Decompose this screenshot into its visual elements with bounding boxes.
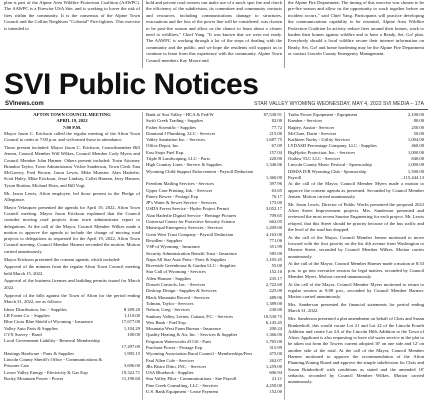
bill-amount: 215.00 — [269, 130, 282, 136]
bill-amount: 489.96 — [269, 294, 282, 300]
bill-vendor: Upper Case Printing, Ink. - Services — [146, 187, 213, 193]
bill-vendor: Bank of Star Valley - HCA & Fed/W — [146, 112, 214, 117]
notice-paragraph: At the call of the Mayor, Council Member Harmer made a motion at 8:33 p.m. to go into executive session for legal matters, seconded by Council Member Myers. Motion carried unanimously. — [288, 261, 424, 279]
bill-amount: 1,765.00 — [265, 338, 282, 344]
bill-vendor: Fisher Scientific - Supplies — [146, 124, 196, 130]
notice-paragraphs — [4, 131, 140, 305]
bill-amount: 21.11 — [271, 376, 282, 382]
bill-amount: 709.65 — [269, 212, 282, 218]
bill-amount: 1,687.75 — [265, 137, 282, 143]
notice-paragraph: Approval of the business licenses and building permits issued for March 2022. — [4, 278, 140, 290]
bill-amount: 175.00 — [269, 200, 282, 206]
bill-vendor: BigHydro Protection, Inc. - Services — [288, 149, 356, 155]
bill-vendor: Municipal Emergency Services - Services — [146, 225, 223, 231]
bill-vendor: Outlaw TLC LLC - Services — [288, 156, 341, 162]
bill-amount: 662.05 — [269, 219, 282, 225]
article-column-3 — [288, 0, 424, 58]
bill-vendor: CVX Survey - Bond — [4, 331, 42, 337]
bill-vendor: Quality Heating & Air, Inc. - Services & Supplies — [146, 332, 238, 338]
bill-amount: 585.00 — [269, 250, 282, 256]
bill-vendor: JP's Water & Sewer Service - Services — [146, 200, 217, 206]
article-text: was chosen to be post-fire season and allow us the chance to learn about a clearer need to wildfires," Chief Yang. "It was known that we were not ready. The AAWPC is working through a lot of the steps of dealing with the community and the public, and we hope the residents will support us to continue to learn from this experience with the community. Alpine Town Council members Kay Moore and — [146, 19, 282, 63]
notice-paragraph: Approval of the minutes from the regular Afton Town Council meeting held March 15, 2022. — [4, 264, 140, 276]
issue-line: STAR VALLEY WYOMING WEDNESDAY, MAY 4, 2022 SVI MEDIA – 17A — [254, 101, 424, 107]
bill-amount: 17,677.00 — [121, 319, 140, 325]
site-url[interactable]: SVInews.com — [5, 101, 44, 107]
bill-amount: $ 209.20 — [123, 306, 140, 312]
bill-vendor: Tolman, Taylor - Services — [146, 300, 194, 306]
bill-amount: 606.94 — [269, 370, 282, 376]
bill-vendor: Idexx Distribution, Inc. - Supplies — [4, 306, 67, 312]
bill-vendor: Black Mountain Record - Services — [146, 294, 210, 300]
bill-vendor: Kamber - Services — [288, 118, 323, 124]
bill-vendor: JRs Bistro Ditto, INC. - Services — [146, 363, 207, 369]
bill-vendor: Allen Hanson - Supplies — [146, 275, 192, 281]
column-rule — [142, 0, 143, 68]
notice-paragraph: At the call of the Mayor, Council Member Jensen motioned to move forward with the first priority on the list 4th avenue from Washington to Monroe Street, seconded by Council Member Wilkes. Motion carries unanimously. — [288, 234, 424, 259]
bill-amount: 1,104.29 — [123, 325, 140, 331]
bill-amount: 100.00 — [127, 331, 140, 337]
bill-vendor: Wex Bank - Fuel Exp. — [146, 319, 187, 325]
bill-vendor: Kathleen Norby - Utility Services — [288, 137, 350, 143]
bill-vendor: Rocky Mountain Power - Power — [4, 375, 64, 381]
bill-amount: 4,163.00 — [265, 231, 282, 237]
bill-amount: 77.72 — [271, 124, 282, 130]
section-title: SVI Public Notices — [4, 68, 259, 101]
notice-heading: AFTON TOWN COUNCIL MEETING — [33, 112, 111, 117]
continued-article — [0, 0, 428, 68]
notice-paragraph: At the call of the Mayor, Council Member Myers made a motion to approve the consent agenda as presented. Seconded by Council Member Jensen. Motion carried unanimously. — [288, 181, 424, 199]
bill-amount: 1,259.00 — [265, 363, 282, 369]
bill-amount: 1,004.00 — [407, 137, 424, 143]
bill-vendor: Wyoming Association Rural Council - Memberships/Fees — [146, 351, 253, 357]
bill-vendor: Star Call of Wyoming - Services — [146, 269, 206, 275]
bill-amount: 351.99 — [269, 244, 282, 250]
bill-amount: 6,145.45 — [265, 319, 282, 325]
notice-time: 7:00 P.M. — [62, 124, 82, 130]
notice-paragraph: Mr. Jason Lewis, Director of Public Works presented the proposed 2022 Afton Street Improvement projects. Mrs. Sanderson presented and reviewed the most recent Sunrise Engineering for each project. Mr. Lewis relayed, that this Street should be priority because of the bus traffic and the level of the road has dropped. — [288, 201, 424, 232]
bill-vendor: Turbo Power Equipment - Equipment — [288, 112, 358, 117]
bill-vendor: Bowdlen - Supplies — [146, 237, 183, 243]
bill-vendor: Prisoner Care — [4, 363, 30, 369]
bill-amount: 1,110.00 — [124, 312, 140, 318]
notice-date: APRIL 19, 2022 — [56, 118, 88, 124]
bill-vendor: Lincoln County Music Festival - Sponsorship — [288, 162, 372, 168]
bill-vendor: Pine Creek Consulting, LLC - Services — [146, 382, 218, 388]
notice-paragraph: Mr. Jason Lewis, Afton employee, led those present in the Pledge of Allegiance. — [4, 190, 140, 202]
bill-amount: 17,297.00 — [121, 344, 140, 350]
bill-amount: 1,105.45 — [265, 256, 282, 262]
bill-vendor: Blue Cross Blue Shield of Wyoming - Insurance — [4, 319, 93, 325]
bill-amount: 3,052.17 — [265, 206, 282, 212]
notice-paragraph: Mayor Erickson presented the consent agenda, which included: — [4, 256, 121, 262]
bill-amount: 1,000.00 — [407, 149, 424, 155]
bill-amount: 1,360.00 — [265, 174, 282, 180]
bill-vendor: USDA Forest Service - Hydro Project Permit — [146, 206, 229, 212]
column-rule — [284, 112, 285, 400]
bill-vendor: McClure, Darin - Services — [288, 130, 337, 136]
bill-vendor: Valley Auto Parts & Supplies — [4, 325, 58, 331]
bill-vendor: Ferguson Waterworks #1116 - Parts — [146, 338, 212, 344]
section-masthead — [0, 68, 428, 110]
bill-vendor: Diamond J Plumbing, LLC - Services — [146, 130, 216, 136]
bill-vendor: Office Depot, Inc. — [146, 143, 180, 149]
bills-list — [146, 112, 282, 395]
bill-row — [4, 376, 140, 382]
bill-amount: 152.10 — [269, 269, 282, 275]
bill-vendor: LB Foster Co. - Supplies — [4, 312, 50, 318]
notice-paragraph: Mrs. Sanderson presented a plat amendment on behalf of Chris and Susan Brinkerhoff, this would vacate Lot 21 and Lot 22 of the Lincoln Fourth Addition and create Lot 2A of the Lincoln Hills Addition to the Town of Afton. Applicant is also requesting to have old water service in the plat to be taken out from the Towers current adopted 10' on one side and 12' on another side of the total. At the call of the Mayor, Council Member Harmer motioned to approve the recommendation of the Afton Planning/Zoning Board and approve the simple subdivision for Chris and Susan Brinkerhoff with conditions as stated and the amended 10' setbacks, seconded by Council Member Wilkes. Motion carried unanimously. — [288, 316, 424, 385]
bill-amount: 262.07 — [269, 357, 282, 363]
bill-amount: 80.00 — [413, 118, 424, 124]
bill-amount: 1,995.15 — [123, 350, 140, 356]
bill-amount: 50.00 — [413, 130, 424, 136]
notice-paragraphs — [288, 181, 424, 385]
bill-vendor: Local Government Liability - Renewal Membership — [4, 338, 100, 344]
article-text: the Alpine Fire Department. The timing of this exercise was chosen to be pre-fire season and allow us the opportunity to work together before an incident occurs," said Chief Yang. Participants will practice developing the communications capability to be essential, Alpine Area Wildfire Protection Coalition — [288, 0, 424, 31]
bill-vendor: IDSDA D/B Wyoming Club - Sponsorship — [288, 168, 367, 174]
bill-amount: 220.00 — [269, 156, 282, 162]
bill-vendor: Hastings Hardware - Parts & Supplies — [4, 350, 75, 356]
bill-vendor: Sunbury Valley, Lerner, Cattani, P.C. - Services — [146, 313, 234, 319]
bill-amount: 82.00 — [271, 118, 282, 124]
bill-amount: 1,366.00 — [265, 332, 282, 338]
notice-column-2 — [146, 112, 282, 395]
bill-vendor: Mountain West Farm Bureau - Insurance — [146, 326, 221, 332]
article-text: In activity reduce fires around their homes, work to harden their homes against wildfire and to have a Ready, Set, Go! plan. Everybody should a local wildfire secure their internet information on Ready, Set, Go! and home hardening may be the Alpine Fire Department or contact Lincoln County Emergency Management. — [288, 25, 424, 57]
bill-amount: 10,530.75 — [263, 313, 282, 319]
bill-vendor: Payroll — [288, 174, 302, 180]
notice-paragraph: Mrs. Sanderson presented the financial statements for period ending March 31, 2022. — [288, 302, 424, 314]
bill-amount: 230.00 — [269, 307, 282, 313]
bill-vendor: Valley Sanitation Inc. - Services — [146, 137, 206, 143]
bill-vendor: Napa All Star Auto Parts - Parts & Supplies — [146, 256, 227, 262]
bill-amount: 1,000.00 — [407, 162, 424, 168]
bill-amount: 315.99 — [269, 344, 282, 350]
bill-amount: 55.00 — [271, 263, 282, 269]
notice-column-3 — [288, 112, 424, 387]
bill-amount: 200.24 — [269, 326, 282, 332]
bill-amount: 225.00 — [269, 288, 282, 294]
bill-vendor: U.S. Bank Equipment - Lease Payment — [146, 389, 219, 395]
bill-amount: 1,389.00 — [265, 300, 282, 306]
bill-amount: 3,696.00 — [123, 363, 140, 369]
bill-vendor: Wyoming Child Support Enforcement - Payroll Deduction — [146, 168, 254, 174]
bill-amount: 460.00 — [411, 143, 424, 149]
bill-amount: 1,209.00 — [265, 225, 282, 231]
bill-vendor: Lincoln County Sheriff's Office - Communications & — [4, 356, 103, 362]
bill-amount: 2,722.60 — [265, 282, 282, 288]
article-text: hold and private road owners can make use of a mock spot fire and check the efficiency of the subdivision, its committee and community contacts and resources, including communications damage to structures, evacuations and the loss of the power line will be considered. — [146, 0, 282, 25]
bill-amount: 87,530.91 — [263, 112, 282, 117]
bill-amount: 63.65 — [271, 187, 282, 193]
bills-list — [4, 307, 140, 383]
bill-vendor: Freedom Mailing Services - Services — [146, 181, 215, 187]
bill-amount: 76.17 — [271, 193, 282, 199]
bill-vendor: Swift Creek Trading - Supplies — [146, 118, 204, 124]
bill-vendor: Riverside Greenhouse & Garden LLC - Supplies — [146, 263, 236, 269]
notice-paragraph: Approval of the bills against the Town of Afton for the period ending March 31, 2022, are as follows: — [4, 292, 140, 304]
bill-amount: 250.00 — [411, 124, 424, 130]
bill-vendor: Star Valley Pilot - Communications - Sue Payroll — [146, 376, 237, 382]
bill-amount: 157.04 — [269, 149, 282, 155]
bill-vendor: Alan Haderlie Digital Service - Heritage Pictures — [146, 212, 237, 218]
bill-vendor: Nelson, Greg - Services — [146, 307, 190, 313]
bill-vendor: Great West Trust Company - Payroll Deduction — [146, 231, 234, 237]
notice-paragraph: Mayor Jason C. Erickson called the regular meeting of the Afton Town Council to order at 7:00 p.m. and welcomed those in attendance. — [4, 130, 140, 143]
article-column-1: plan is part of the Alpine Area Wildfire Protection Coalition (AAWPC). The AAWPC is a Firewise USA Site, and is working to lower the risk of fires within the community. It is the consensus of the Alpine Town Council and the Collins Neighbors "Colonial" Fire-fighters. This exercise is intended to — [4, 0, 140, 31]
bill-amount: 771.06 — [269, 237, 282, 243]
bill-vendor: Security Administration Benefit Trust - Insurance — [146, 250, 237, 256]
bill-vendor: Desktop Design - Supplies & Services — [146, 288, 217, 294]
column-rule — [284, 0, 285, 68]
notice-paragraph: Those present included: Mayor Jason C. Erickson, Councilmember Bill Jensen, Council Member Will Wilkes, Council Member Cody Myers and Council Member John Harmer. Others present included: Town Attorney Brandon Taylor, Town Administrator Vickie Sanderson, Town Clerk Tina McGarvey, Fred Brown, Jason Lewis, Mike Munster, Alan Haderlie, Scott Haley, Mike Erickson, Jesse Lindsay, Collet Hansen, Jerry Hansen, Tyson Bratina, Michael Horn, and Bill Vogt. — [4, 144, 140, 188]
notice-column-1 — [4, 112, 140, 382]
masthead-rule — [0, 109, 428, 110]
bill-amount: 1,500.00 — [407, 168, 424, 174]
bill-vendor: Lower Valley Energy - Electricity & Gas Exp — [4, 369, 88, 375]
bill-amount: –115,444.13 — [401, 174, 424, 180]
notices-body — [0, 112, 428, 400]
bill-amount: 397.96 — [269, 181, 282, 187]
bill-vendor: High Country Lines - Service & Supplies — [146, 162, 223, 168]
bill-vendor: East Stops Fuel Exp. — [146, 149, 185, 155]
article-column-2 — [146, 0, 282, 64]
bill-vendor: LYDASD Percentage Company, LLC - Supplies — [288, 143, 377, 149]
column-rule — [142, 112, 143, 400]
bill-vendor: Triple R Landscaping, LLC - Parts — [146, 156, 210, 162]
notice-paragraph: At the call of the Mayor, Council Member Myers motioned to return to regular session at 9:08 p.m., seconded by Council Member Harmer. Motion carried unanimously. — [288, 281, 424, 300]
bill-vendor: Purchase Power - Postage Exp. — [146, 344, 204, 350]
bill-amount: 11,190.60 — [121, 375, 140, 381]
bill-amount: 1,346.06 — [265, 162, 282, 168]
bills-list — [288, 112, 424, 181]
bill-amount: 475.00 — [269, 351, 282, 357]
bill-amount: 152.00 — [269, 389, 282, 395]
bill-amount: 19,322.71 — [121, 369, 140, 375]
bill-amount: 235.17 — [269, 275, 282, 281]
bill-vendor: Universal Center for Protective Security Science — [146, 219, 236, 225]
bill-vendor: Dossett Controls, Inc. - Services — [146, 282, 206, 288]
bill-amount: 2,100.00 — [407, 112, 424, 117]
bill-vendor: Pitney Bowes - Postage Exp — [146, 193, 199, 199]
bill-vendor: VSP of Wyoming - Insurance — [146, 244, 201, 250]
bill-vendor: Paul Allen Cole - Services — [146, 357, 195, 363]
bill-amount: 67.09 — [271, 143, 282, 149]
bill-amount: 4,250.00 — [265, 382, 282, 388]
bill-amount: 840.00 — [411, 156, 424, 162]
notice-paragraph: Mayor Velasquez presented the agenda for April 19, 2022, Afton Town Council meeting. Mayor Jason Erickson explained that the Council consider moving road projects from town administrator report to delegations. At the call of the Mayor, Council Member Wilkes made a motion to approve the agenda to include the change of moving road projects to delegations as requested for the April 19, 2022, Afton Town Council meeting. Council Member Harmer seconded the motion. Motion carried unanimously. — [4, 204, 140, 254]
bill-row — [146, 389, 282, 395]
bill-vendor: USA Bluebook - Supplies — [146, 370, 194, 376]
bill-vendor: Bagley, Austin - Services — [288, 124, 335, 130]
